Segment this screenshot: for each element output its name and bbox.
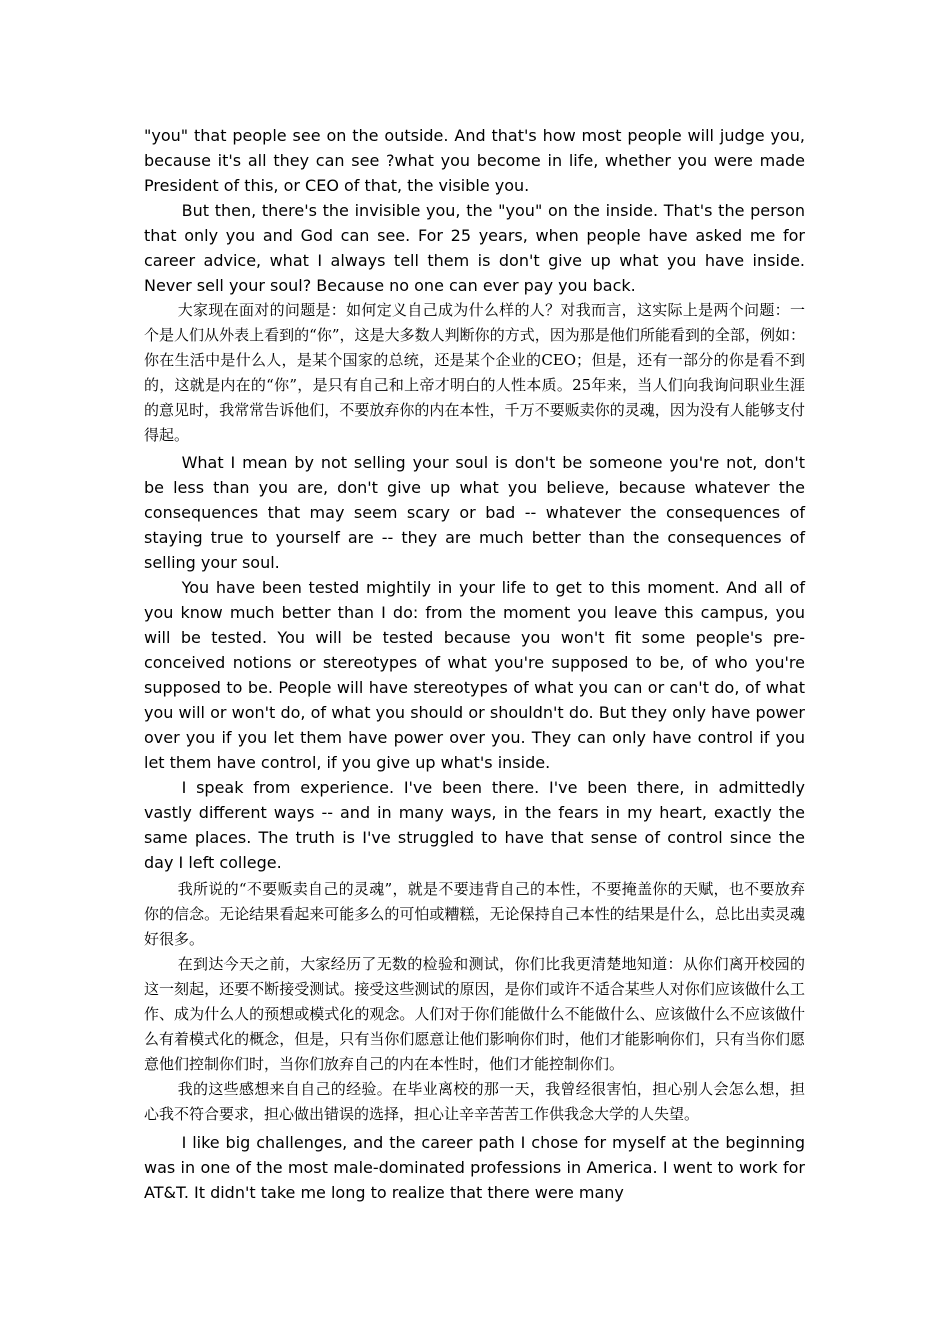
paragraph-invisible-you: But then, there's the invisible you, the "you" on the inside. That's the person that only you and God can see. For 25 years, when people have asked me for career advice, what I always tell them is don't give up what you have inside. Never sell your soul? Because no one can ever pay you back.: [144, 201, 805, 295]
document-page: [144, 123, 805, 1205]
paragraph-zh-define-yourself: 大家现在面对的问题是：如何定义自己成为什么样的人？对我而言，这实际上是两个问题：一个是人们从外表上看到的“你”，这是大多数人判断你的方式，因为那是他们所能看到的全部，例如：你在生活中是什么人，是某个国家的总统，还是某个企业的CEO；但是，还有一部分的你是看不到的，这就是内在的“你”，是只有自己和上帝才明白的人性本质。25年来，当人们向我询问职业生涯的意见时，我常常告诉他们，不要放弃你的内在本性，千万不要贩卖你的灵魂，因为没有人能够支付得起。: [144, 301, 805, 444]
paragraph-tested: You have been tested mightily in your life to get to this moment. And all of you know much better than I do: from the moment you leave this campus, you will be tested. You will be tested because you won't fit some people's pre-conceived notions or stereotypes of what you're supposed to be, of who you're supposed to be. People will have stereotypes of what you can or can't do, of what you will or won't do, of what you should or shouldn't do. But they only have power over you if you let them have power over you. They can only have control if you let them have control, if you give up what's inside.: [144, 578, 805, 773]
paragraph-big-challenges: I like big challenges, and the career path I chose for myself at the beginning was in one of the most male-dominated professions in America. I went to work for AT&T. It didn't take me long to realize that there were many: [144, 1132, 805, 1202]
paragraph-zh-tested: 在到达今天之前，大家经历了无数的检验和测试，你们比我更清楚地知道：从你们离开校园的这一刻起，还要不断接受测试。接受这些测试的原因，是你们或许不适合某些人对你们应该做什么工作、成为什么人的预想或模式化的观念。人们对于你们能做什么不能做什么、应该做什么不应该做什么有着模式化的概念，但是，只有当你们愿意让他们影响你们时，他们才能影响你们，只有当你们愿意他们控制你们时，当你们放弃自己的内在本性时，他们才能控制你们。: [144, 955, 805, 1073]
paragraph-experience: I speak from experience. I've been there. I've been there, in admittedly vastly different ways -- and in many ways, in the fears in my heart, exactly the same places. The truth is I've struggled to have that sense of control since the day I left college.: [144, 778, 805, 873]
paragraph-not-selling-soul: What I mean by not selling your soul is don't be someone you're not, don't be less than you are, don't give up what you believe, because whatever the consequences that may seem scary or bad -- whatever the consequences of staying true to yourself are -- they are much better than the consequences of selling your soul.: [144, 453, 805, 573]
paragraph-zh-experience: 我的这些感想来自自己的经验。在毕业离校的那一天，我曾经很害怕，担心别人会怎么想，担心我不符合要求，担心做出错误的选择，担心让辛辛苦苦工作供我念大学的人失望。: [144, 1079, 805, 1123]
paragraph-visible-you: "you" that people see on the outside. And that's how most people will judge you, because it's all they can see ?what you become in life, whether you were made President of this, or CEO of that, the visible you.: [144, 126, 805, 195]
paragraph-zh-soul: 我所说的“不要贩卖自己的灵魂”，就是不要违背自己的本性，不要掩盖你的天赋，也不要放弃你的信念。无论结果看起来可能多么的可怕或糟糕，无论保持自己本性的结果是什么，总比出卖灵魂好很多。: [144, 880, 805, 949]
